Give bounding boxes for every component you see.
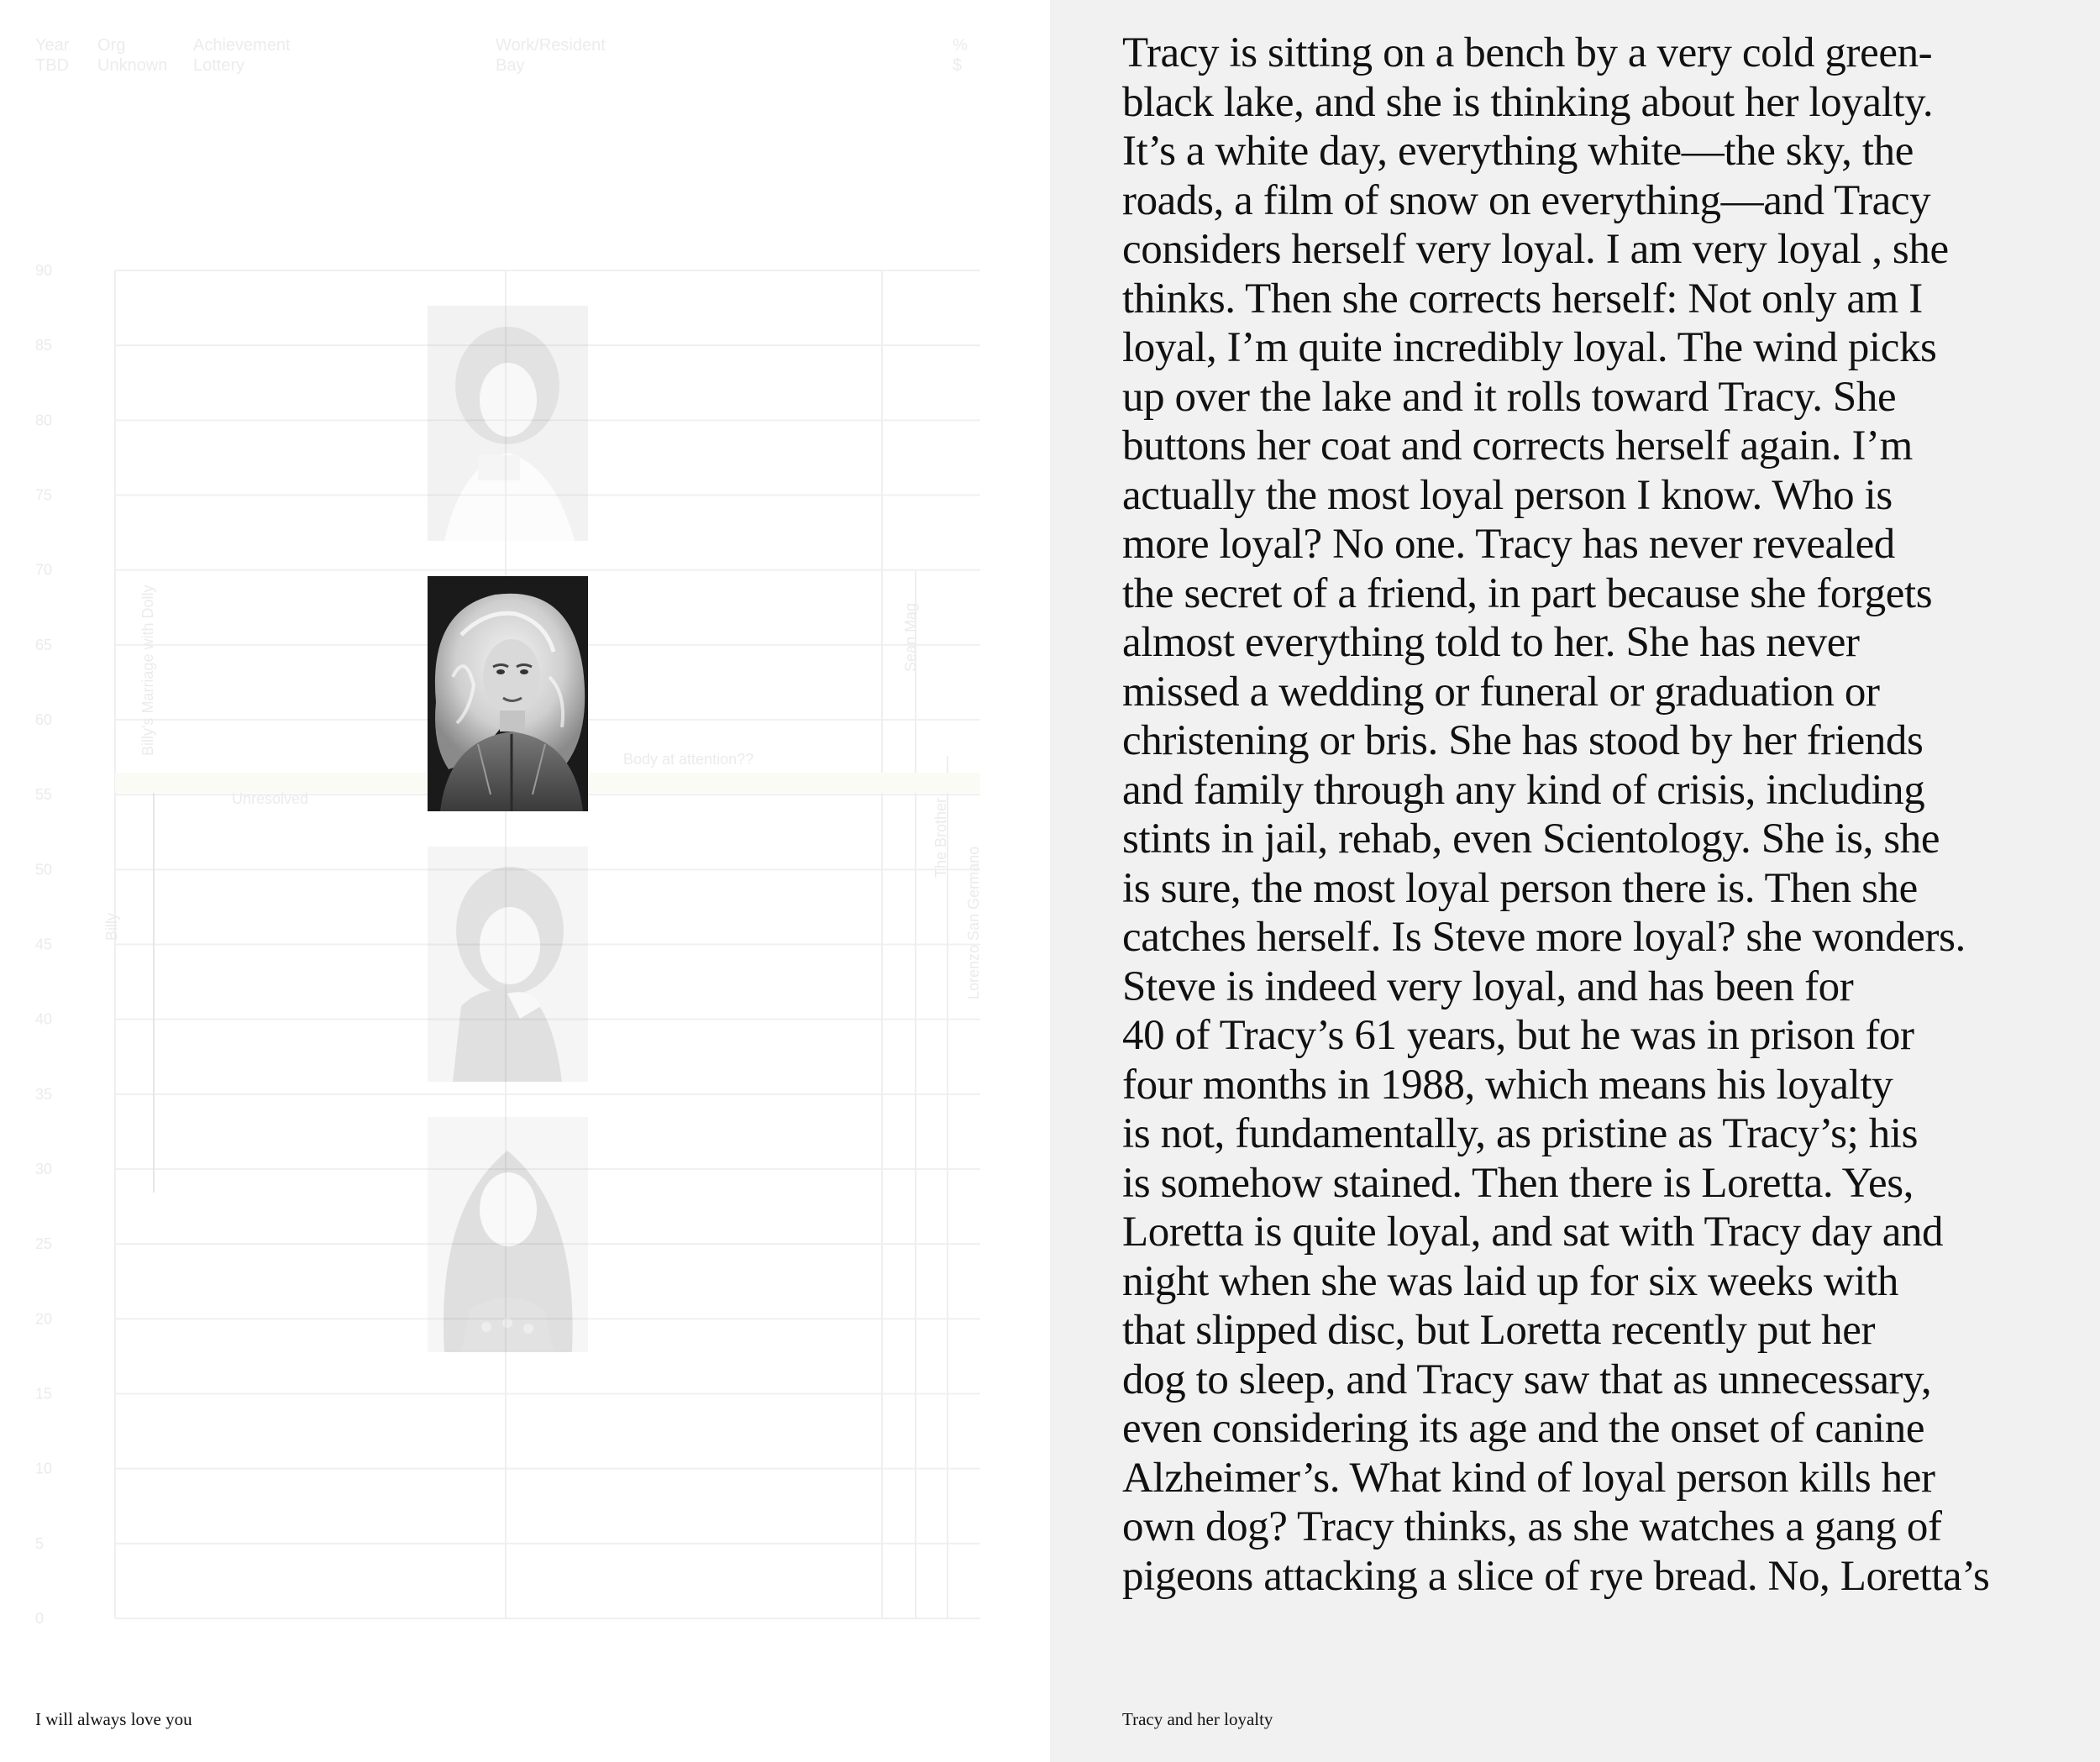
chart-y-tick-label: 65 xyxy=(35,636,53,653)
chart-y-tick-label: 45 xyxy=(35,936,53,953)
photo-woman-portrait-1 xyxy=(428,306,588,541)
story-line: catches herself. Is Steve more loyal? she wonders. xyxy=(1122,914,1966,961)
photo-woman-portrait-4 xyxy=(428,1117,588,1352)
chart-y-tick-label: 40 xyxy=(35,1010,53,1028)
story-line: stints in jail, rehab, even Scientology. She is, she xyxy=(1122,815,1940,863)
chart-y-tick-label: 20 xyxy=(35,1310,53,1328)
story-line: the secret of a friend, in part because she forgets xyxy=(1122,569,1933,617)
chart-y-tick-label: 50 xyxy=(35,861,53,878)
story-line: Steve is indeed very loyal, and has been for xyxy=(1122,962,1854,1010)
story-line: and family through any kind of crisis, including xyxy=(1122,766,1925,814)
chart-y-tick-label: 55 xyxy=(35,786,53,804)
meta-value: Unknown xyxy=(97,56,168,75)
story-line: Tracy is sitting on a bench by a very cold green- xyxy=(1122,29,1933,76)
story-line: more loyal? No one. Tracy has never revealed xyxy=(1122,521,1895,568)
story-line: is somehow stained. Then there is Loretta. Yes, xyxy=(1122,1159,1914,1207)
chart-y-tick-label: 60 xyxy=(35,711,53,728)
story-line: is sure, the most loyal person there is. Then she xyxy=(1122,864,1918,912)
meta-label: Org xyxy=(97,36,126,55)
annotation-the-brother: The Brother xyxy=(932,797,949,878)
story-line: black lake, and she is thinking about her loyalty. xyxy=(1122,78,1934,126)
meta-label: Achievement xyxy=(193,36,291,55)
meta-value: Lottery xyxy=(193,56,245,75)
story-line: pigeons attacking a slice of rye bread. No, Loretta’s xyxy=(1122,1552,1990,1600)
chart-y-tick-label: 75 xyxy=(35,486,53,504)
right-page xyxy=(1050,0,2100,1762)
story-line: night when she was laid up for six weeks with xyxy=(1122,1257,1898,1305)
story-line: It’s a white day, everything white—the sky, the xyxy=(1122,128,1914,175)
chart-y-tick-label: 90 xyxy=(35,262,53,279)
story-line: roads, a film of snow on everything—and Tracy xyxy=(1122,176,1931,224)
chart-y-tick-label: 0 xyxy=(35,1610,45,1627)
story-line: 40 of Tracy’s 61 years, but he was in prison for xyxy=(1122,1012,1914,1059)
story-line: missed a wedding or funeral or graduation or xyxy=(1122,668,1880,716)
chart-y-tick-label: 30 xyxy=(35,1161,53,1177)
annotation-billys-marriage: Billy's Marriage with Dolly xyxy=(139,585,156,756)
chart-y-tick-label: 70 xyxy=(35,561,53,579)
story-line: that slipped disc, but Loretta recently put her xyxy=(1122,1307,1876,1354)
chart-y-tick-label: 80 xyxy=(35,412,53,429)
story-line: dog to sleep, and Tracy saw that as unnecessary, xyxy=(1122,1356,1932,1403)
story-line: loyal, I’m quite incredibly loyal. The wind picks xyxy=(1122,324,1937,371)
timeline-chart xyxy=(0,0,1050,1680)
annotation-body-attention: Body at attention?? xyxy=(623,751,754,768)
chart-y-tick-label: 10 xyxy=(35,1460,53,1477)
meta-label: % xyxy=(953,36,968,55)
story-line: even considering its age and the onset of canine xyxy=(1122,1405,1925,1452)
story-line: Loretta is quite loyal, and sat with Tracy day and xyxy=(1122,1209,1944,1256)
story-line: own dog? Tracy thinks, as she watches a gang of xyxy=(1122,1503,1942,1550)
chart-y-tick-label: 85 xyxy=(35,337,53,354)
chart-y-tick-label: 35 xyxy=(35,1085,53,1103)
chart-y-tick-label: 25 xyxy=(35,1235,53,1253)
meta-value: $ xyxy=(953,56,963,75)
annotation-lorenzo: Lorenzo San Germano xyxy=(965,846,982,999)
story-line: up over the lake and it rolls toward Tracy. She xyxy=(1122,373,1897,421)
footer-right: Tracy and her loyalty xyxy=(1122,1709,1273,1729)
photo-dolly-portrait xyxy=(428,576,588,811)
story-line: buttons her coat and corrects herself again. I’m xyxy=(1122,422,1913,469)
story-line: thinks. Then she corrects herself: Not only am I xyxy=(1122,275,1923,323)
story-line: christening or bris. She has stood by her friends xyxy=(1122,717,1924,764)
photo-woman-portrait-3 xyxy=(428,847,588,1082)
chart-y-ticks xyxy=(35,262,52,1627)
meta-value: TBD xyxy=(35,56,69,75)
chart-y-tick-label: 15 xyxy=(35,1385,53,1403)
chart-y-tick-label: 5 xyxy=(35,1534,45,1552)
annotation-billy: Billy xyxy=(103,912,120,941)
story-line: is not, fundamentally, as pristine as Tracy’s; his xyxy=(1122,1110,1919,1157)
meta-label: Year xyxy=(35,36,70,55)
story-text-block xyxy=(1122,29,2097,1601)
story-line: four months in 1988, which means his loyalty xyxy=(1122,1061,1893,1109)
story-line: considers herself very loyal. I am very loyal , she xyxy=(1122,226,1949,273)
story-line: Alzheimer’s. What kind of loyal person kills her xyxy=(1122,1454,1935,1502)
meta-value: Bay xyxy=(496,56,525,75)
meta-label: Work/Resident xyxy=(496,36,606,55)
story-line: actually the most loyal person I know. Who is xyxy=(1122,471,1893,519)
footer-left: I will always love you xyxy=(35,1709,192,1729)
story-line: almost everything told to her. She has never xyxy=(1122,619,1860,666)
annotation-sean-mag: Sean Mag xyxy=(902,602,919,672)
annotation-unresolved: Unresolved xyxy=(232,790,309,807)
